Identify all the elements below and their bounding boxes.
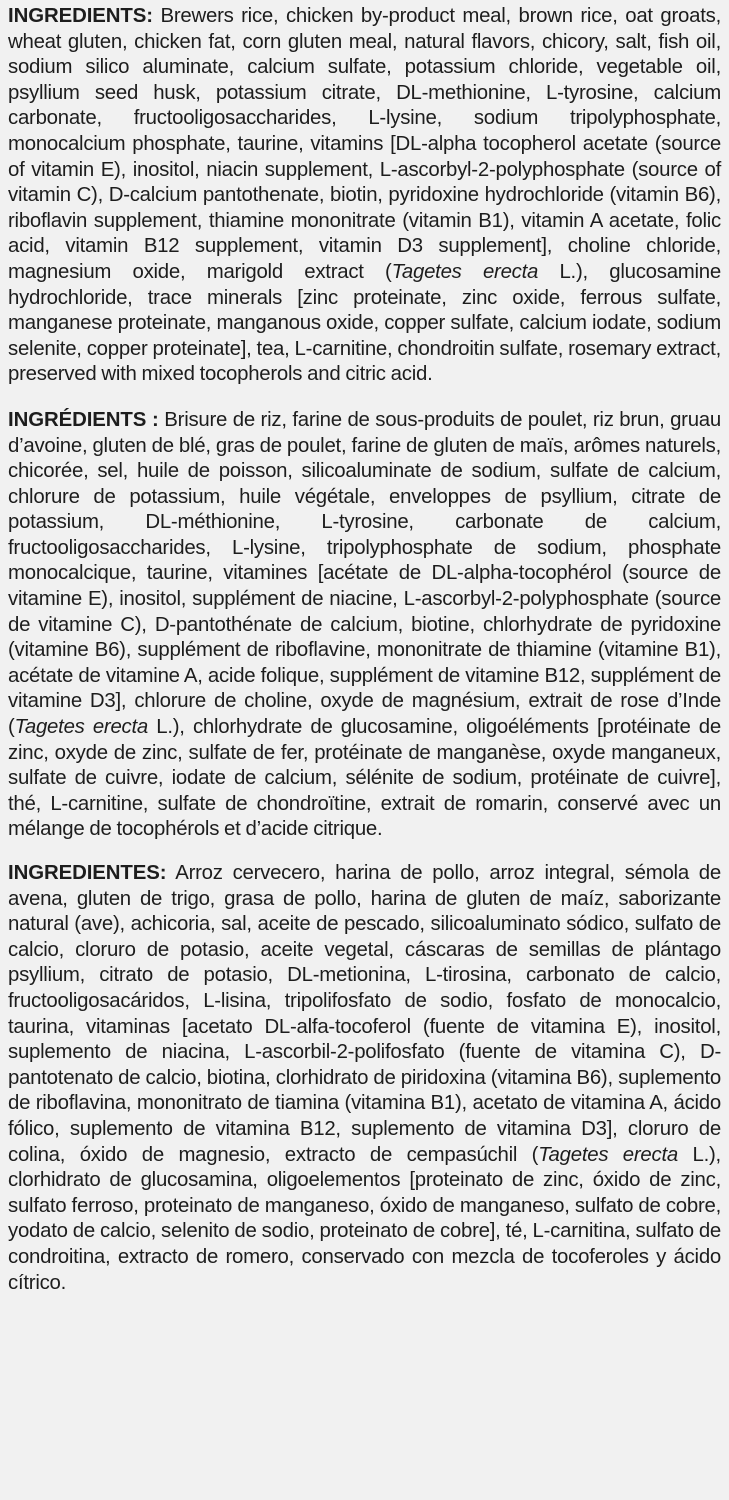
heading-spanish: INGREDIENTES: [8,862,167,884]
ingredients-french-text-2: L.), chlorhydrate de glucosamine, oligoéléments [protéinate de zinc, oxyde de zinc, sulfate de fer, protéinate de manganèse, oxyde manganeux, sulfate de cuivre, iodate de calcium, sélénite de sodium, protéinate de cuivre], thé, L-carnitine, sulfate de chondroïtine, extrait de romarin, conservé avec un mélange de tocophérols et d’acide citrique. [8,716,721,841]
ingredients-english-text-2: L.), glucosamine hydrochloride, trace minerals [zinc proteinate, zinc oxide, ferrous sulfate, manganese proteinate, manganous oxide, copper sulfate, calcium iodate, sodium selenite, copper proteinate], tea, L-carnitine, chondroitin sulfate, rosemary extract, preserved with mixed tocopherols and citric acid. [8,260,721,386]
ingredients-french [8,408,721,843]
ingredients-french-italic: Tagetes erecta [14,716,149,739]
ingredients-spanish-text-2: L.), clorhidrato de glucosamina, oligoelementos [proteinato de zinc, óxido de zinc, sulfato ferroso, proteinato de manganeso, óxido de manganeso, sulfato de cobre, yodato de calcio, selenito de sodio, proteinato de cobre], té, L-carnitina, sulfato de condroitina, extracto de romero, conservado con mezcla de tocoferoles y ácido cítrico. [8,1143,721,1294]
ingredients-spanish [8,861,721,1296]
heading-english: INGREDIENTS: [8,5,153,27]
ingredients-french-text-1: Brisure de riz, farine de sous-produits de poulet, riz brun, gruau d’avoine, gluten de blé, gras de poulet, farine de gluten de maïs, arômes naturels, chicorée, sel, huile de poisson, silicoaluminate de sodium, sulfate de calcium, chlorure de potassium, huile végétale, enveloppes de psyllium, citrate de potassium, DL-méthionine, L-tyrosine, carbonate de calcium, fructooligosaccharides, L-lysine, tripolyphosphate de sodium, phosphate monocalcique, taurine, vitamines [acétate de DL-alpha-tocophérol (source de vitamine E), inositol, supplément de niacine, L-ascorbyl-2-polyphosphate (source de vitamine C), D-pantothénate de calcium, biotine, chlorhydrate de pyridoxine (vitamine B6), supplément de riboflavine, mononitrate de thiamine (vitamine B1), acétate de vitamine A, acide folique, supplément de vitamine B12, supplément de vitamine D3], chlorure de choline, oxyde de magnésium, extrait de rose d’Inde ( [8,408,721,739]
heading-french: INGRÉDIENTS : [8,408,159,431]
ingredients-english [8,4,721,388]
ingredients-spanish-text-1: Arroz cervecero, harina de pollo, arroz integral, sémola de avena, gluten de trigo, grasa de pollo, harina de gluten de maíz, saborizante natural (ave), achicoria, sal, aceite de pescado, silicoaluminato sódico, sulfato de calcio, cloruro de potasio, aceite vegetal, cáscaras de semillas de plántago psyllium, citrato de potasio, DL-metionina, L-tirosina, carbonato de calcio, fructooligosacáridos, L-lisina, tripolifosfato de sodio, fosfato de monocalcio, taurina, vitaminas [acetato DL-alfa-tocoferol (fuente de vitamina E), inositol, suplemento de niacina, L-ascorbil-2-polifosfato (fuente de vitamina C), D-pantotenato de calcio, biotina, clorhidrato de piridoxina (vitamina B6), suplemento de riboflavina, mononitrato de tiamina (vitamina B1), acetato de vitamina A, ácido fólico, suplemento de vitamina B12, suplemento de vitamina D3], cloruro de colina, óxido de magnesio, extracto de cempasúchil ( [8,862,721,1166]
ingredients-spanish-italic: Tagetes erecta [538,1143,678,1166]
ingredients-english-text-1: Brewers rice, chicken by-product meal, brown rice, oat groats, wheat gluten, chicken fat, corn gluten meal, natural flavors, chicory, salt, fish oil, sodium silico aluminate, calcium sulfate, potassium chloride, vegetable oil, psyllium seed husk, potassium citrate, DL-methionine, L-tyrosine, calcium carbonate, fructooligosaccharides, L-lysine, sodium tripolyphosphate, monocalcium phosphate, taurine, vitamins [DL-alpha tocopherol acetate (source of vitamin E), inositol, niacin supplement, L-ascorbyl-2-polyphosphate (source of vitamin C), D-calcium pantothenate, biotin, pyridoxine hydrochloride (vitamin B6), riboflavin supplement, thiamine mononitrate (vitamin B1), vitamin A acetate, folic acid, vitamin B12 supplement, vitamin D3 supplement], choline chloride, magnesium oxide, marigold extract ( [8,5,721,283]
ingredients-english-italic: Tagetes erecta [391,260,539,283]
